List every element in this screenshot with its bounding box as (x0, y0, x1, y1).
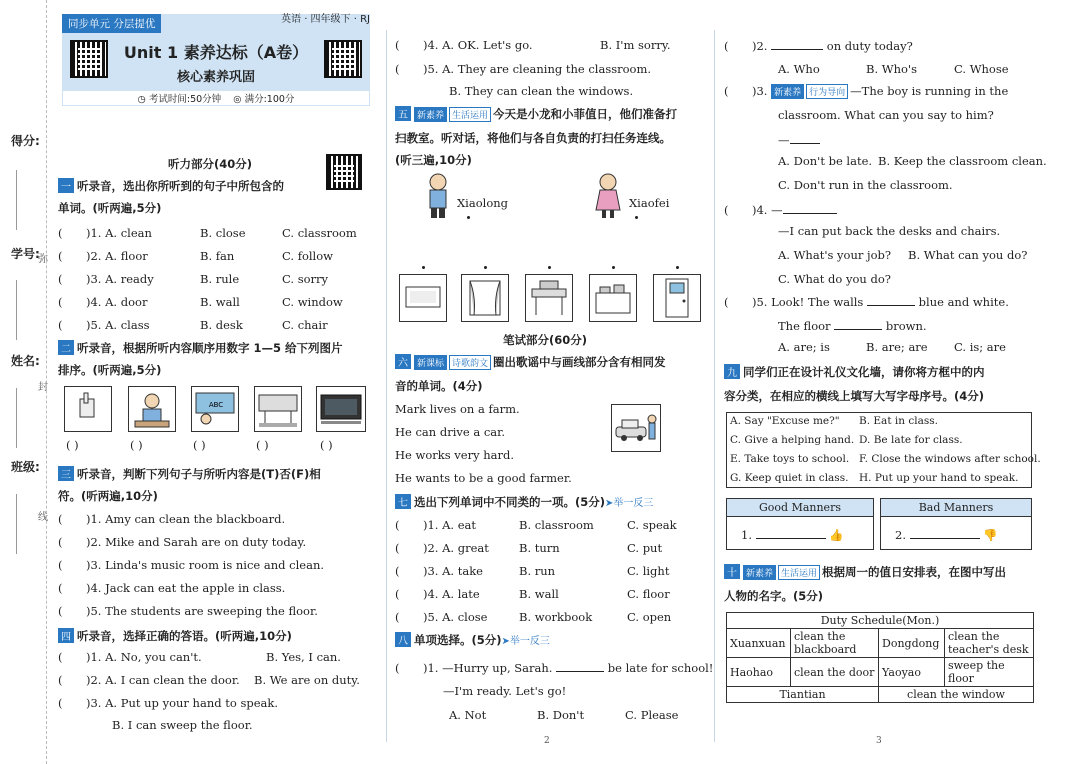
answer-blank[interactable] (910, 527, 980, 539)
exam-time: 考试时间:50分钟 (148, 94, 222, 105)
order-blank[interactable]: ( ) (256, 438, 269, 452)
boy-figure-icon (423, 172, 453, 220)
answer-option: C. open (627, 610, 672, 624)
girl-figure-icon (593, 172, 623, 220)
table-cell: clean the blackboard (791, 629, 879, 658)
sec9-heading (724, 364, 985, 380)
answer-option: B. wall (200, 295, 240, 309)
question-row: ( )3. A. ready (58, 272, 154, 286)
answer-blank[interactable] (867, 294, 915, 306)
section-number: 一 (58, 178, 74, 193)
match-dot[interactable] (422, 266, 425, 269)
name-label: 姓名: (11, 354, 40, 368)
column-divider (714, 30, 715, 742)
bad-manners-title: Bad Manners (881, 499, 1031, 517)
answer-option: B. wall (519, 587, 559, 601)
question-row: ( )4. A. door (58, 295, 148, 309)
picture-blackboard-icon (399, 274, 447, 322)
seal-mark: 封 (38, 382, 48, 393)
sec1-heading-2 (58, 200, 161, 216)
section-number: 七 (395, 494, 411, 509)
chant-line: He works very hard. (395, 448, 515, 462)
chant-line: He wants to be a good farmer. (395, 471, 572, 485)
section-instruction: 单词。(听两遍,5分) (58, 201, 162, 215)
sec2-heading (58, 340, 343, 356)
answer-option: B. Don't (537, 708, 585, 722)
answer-option: A. Who (778, 62, 820, 76)
exam-score: 满分:100分 (244, 94, 295, 105)
answer-option: A. What's your job? (778, 248, 892, 262)
answer-blank[interactable] (834, 318, 882, 330)
question-row: ( )3. Linda's music room is nice and clean. (58, 558, 325, 572)
exam-header (62, 14, 370, 106)
bad-manners-answer: 2. 👎 (895, 528, 998, 542)
section-instruction: 音的单词。(4分) (395, 379, 483, 393)
answer-option: C. window (282, 295, 343, 309)
answer-blank[interactable] (756, 527, 826, 539)
question-row: ( )1. A. eat (395, 518, 477, 532)
answer-option: C. is; are (954, 340, 1006, 354)
match-dot[interactable] (467, 216, 470, 219)
match-dot[interactable] (635, 216, 638, 219)
match-dot[interactable] (612, 266, 615, 269)
manners-option: E. Take toys to school. (730, 453, 850, 465)
question-row: ( )1. A. clean (58, 226, 152, 240)
answer-option: C. follow (282, 249, 334, 263)
table-cell: sweep the floor (945, 658, 1034, 687)
section-number: 五 (395, 106, 411, 121)
answer-option: B. I'm sorry. (600, 38, 671, 52)
question-row: ( )5. A. class (58, 318, 150, 332)
table-cell: Tiantian (727, 687, 879, 703)
answer-blank[interactable] (556, 660, 604, 672)
picture-car-icon (611, 404, 661, 452)
question-text: The floor brown. (778, 319, 927, 333)
answer-option: B. close (200, 226, 246, 240)
match-dot[interactable] (676, 266, 679, 269)
sec1-heading (58, 178, 284, 194)
question-row: ( )5. The students are sweeping the floor. (58, 604, 318, 618)
picture-student-icon (128, 386, 176, 432)
section-tag: 行为导向 (806, 84, 848, 99)
sec6-heading-2 (395, 378, 483, 394)
exam-info (62, 90, 370, 106)
answer-option: C. chair (282, 318, 328, 332)
picture-sweeping-icon (254, 386, 302, 432)
extra-practice-link[interactable]: ➤举一反三 (501, 636, 550, 647)
section-number: 九 (724, 364, 740, 379)
table-cell: Xuanxuan (727, 629, 791, 658)
picture-blackboard-icon (191, 386, 239, 432)
sec3-heading (58, 466, 321, 482)
student-id-label: 学号: (11, 247, 40, 261)
question-row: ( )1. Amy can clean the blackboard. (58, 512, 286, 526)
answer-option: B. workbook (519, 610, 593, 624)
section-number: 十 (724, 564, 740, 579)
answer-option: B. Keep the classroom clean. (878, 154, 1047, 168)
table-cell: clean the window (879, 687, 1034, 703)
question-row: ( )2. Mike and Sarah are on duty today. (58, 535, 307, 549)
section-instruction: 听录音，选出你所听到的句子中所包含的 (77, 179, 284, 193)
sec10-heading (724, 564, 1006, 580)
picture-teacher-desk-icon (589, 274, 637, 322)
section-number: 二 (58, 340, 74, 355)
seal-mark: 弥 (38, 254, 48, 265)
question-row: ( )4. A. OK. Let's go. (395, 38, 533, 52)
section-number: 六 (395, 354, 411, 369)
name-xiaolong: Xiaolong (457, 196, 509, 210)
question-text: —I can put back the desks and chairs. (778, 224, 1001, 238)
sec2-heading-2 (58, 362, 161, 378)
sec3-heading-2 (58, 488, 158, 504)
class-line (16, 494, 17, 554)
answer-blank[interactable] (783, 202, 837, 214)
answer-option: A. Don't be late. (778, 154, 873, 168)
answer-option: B. rule (200, 272, 240, 286)
subject-label: 英语 · 四年级下 · RJ (281, 14, 370, 25)
picture-blackboard-icon (316, 386, 366, 432)
answer-option: B. are; are (866, 340, 928, 354)
answer-option: C. Please (625, 708, 679, 722)
score-line (16, 170, 17, 230)
name-line (16, 388, 17, 448)
section-number: 八 (395, 632, 411, 647)
section-tag: 新素养 (414, 107, 447, 122)
question-row: ( )3. 新素养 行为导向 —The boy is running in the (724, 84, 1009, 98)
answer-option: C. What do you do? (778, 272, 891, 286)
answer-option: B. Yes, I can. (266, 650, 341, 664)
unit-tab: 同步单元 分层提优 (62, 14, 161, 33)
page-number: 3 (876, 736, 882, 746)
good-manners-answer: 1. 👍 (741, 528, 844, 542)
section-instruction: 听录音，选择正确的答语。(听两遍,10分) (77, 629, 292, 643)
question-row: ( )4. A. late (395, 587, 480, 601)
exam-subtitle: 核心素养巩固 (176, 70, 255, 85)
manners-option: H. Put up your hand to speak. (859, 472, 1019, 484)
question-row: ( )5. Look! The walls blue and white. (724, 295, 1009, 309)
section-tag: 新课标 (414, 355, 447, 370)
answer-option: B. We are on duty. (254, 673, 360, 687)
thumbs-down-icon: 👎 (983, 528, 998, 542)
order-blank[interactable]: ( ) (193, 438, 206, 452)
section-instruction: 扫教室。听对话，将他们与各自负责的打扫任务连线。 (395, 131, 671, 145)
section-instruction: 排序。(听两遍,5分) (58, 363, 162, 377)
answer-option: B. They can clean the windows. (449, 84, 634, 98)
manners-option: A. Say "Excuse me?" (730, 415, 840, 427)
answer-option: B. Who's (866, 62, 917, 76)
sec4-heading (58, 628, 292, 644)
answer-option: B. fan (200, 249, 235, 263)
table-cell: Haohao (727, 658, 791, 687)
bad-manners-box (880, 498, 1032, 550)
section-tag: 新素养 (743, 565, 776, 580)
section-instruction: 人物的名字。(5分) (724, 589, 824, 603)
table-cell: Dongdong (879, 629, 945, 658)
duty-schedule-table (726, 612, 1034, 703)
answer-option: A. are; is (778, 340, 830, 354)
column-divider (386, 30, 387, 742)
picture-desk-icon (525, 274, 573, 322)
exam-title: Unit 1 素养达标（A卷） (123, 43, 309, 62)
board-text: ABC (208, 401, 224, 409)
section-tag: 新素养 (771, 84, 804, 99)
sec5-heading (395, 106, 677, 122)
answer-option: C. put (627, 541, 663, 555)
section-instruction: 根据周一的值日安排表，在图中写出 (822, 565, 1007, 579)
question-row: ( )1. A. No, you can't. (58, 650, 202, 664)
class-label: 班级: (11, 460, 40, 474)
listening-title-text: 听力部分(40分) (168, 157, 253, 171)
extra-practice-link[interactable]: ➤举一反三 (605, 498, 654, 509)
table-cell: clean the teacher's desk (945, 629, 1034, 658)
section-tag: 诗歌韵文 (449, 355, 491, 370)
question-text: classroom. What can you say to him? (778, 108, 994, 122)
sec9-heading-2 (724, 388, 984, 404)
answer-option: C. classroom (282, 226, 357, 240)
answer-option: B. classroom (519, 518, 594, 532)
manners-options-box (726, 412, 1041, 488)
section-instruction: 单项选择。(5分) (414, 633, 502, 647)
answer-option: B. desk (200, 318, 243, 332)
answer-option: B. turn (519, 541, 560, 555)
name-xiaofei: Xiaofei (629, 196, 670, 210)
section-instruction: 今天是小龙和小菲值日，他们准备打 (493, 107, 678, 121)
table-cell: clean the door (791, 658, 879, 687)
binding-margin (0, 0, 46, 764)
id-line (16, 280, 17, 340)
order-blank[interactable]: ( ) (66, 438, 79, 452)
question-row: ( )2. on duty today? (724, 39, 913, 53)
chant-line: Mark lives on a farm. (395, 402, 520, 416)
question-text: — (778, 132, 820, 147)
section-number: 三 (58, 466, 74, 481)
section-number: 四 (58, 628, 74, 643)
section-instruction: 容分类，在相应的横线上填写大写字母序号。(4分) (724, 389, 985, 403)
manners-option: D. Be late for class. (859, 434, 963, 446)
section-tag: 生活运用 (449, 107, 491, 122)
section-instruction: 听录音，判断下列句子与所听内容是(T)否(F)相 (77, 467, 321, 481)
sec10-heading-2 (724, 588, 823, 604)
picture-door-icon (653, 274, 701, 322)
question-row: ( )5. A. close (395, 610, 488, 624)
section-instruction: 符。(听两遍,10分) (58, 489, 158, 503)
manners-option: G. Keep quiet in class. (730, 472, 849, 484)
good-manners-title: Good Manners (727, 499, 873, 517)
answer-option: B. I can sweep the floor. (112, 718, 253, 732)
section-instruction: 听录音，根据所听内容顺序用数字 1—5 给下列图片 (77, 341, 343, 355)
page-number: 2 (544, 736, 550, 746)
answer-option: C. light (627, 564, 670, 578)
answer-option: C. Whose (954, 62, 1009, 76)
dialog-line: —I'm ready. Let's go! (443, 684, 567, 698)
score-icon: ◎ (233, 94, 242, 105)
question-row: ( )2. A. I can clean the door. (58, 673, 240, 687)
thumbs-up-icon: 👍 (829, 528, 844, 542)
question-row: ( )4. Jack can eat the apple in class. (58, 581, 286, 595)
section-instruction: 同学们正在设计礼仪文化墙，请你将方框中的内 (743, 365, 985, 379)
qr-code-icon[interactable] (326, 154, 362, 190)
answer-option: A. Not (449, 708, 487, 722)
answer-option: C. speak (627, 518, 677, 532)
written-title-text: 笔试部分(60分) (503, 333, 588, 347)
clock-icon: ◷ (137, 94, 146, 105)
question-row: ( )2. A. floor (58, 249, 148, 263)
table-row (727, 658, 1034, 687)
section-tag: 生活运用 (778, 565, 820, 580)
table-cell: Yaoyao (879, 658, 945, 687)
section-instruction: 选出下列单词中不同类的一项。(5分) (414, 495, 606, 509)
table-row (727, 629, 1034, 658)
manners-option: F. Close the windows after school. (859, 453, 1041, 465)
section-instruction: 圈出歌谣中与画线部分含有相同发 (493, 355, 666, 369)
sec5-heading-2 (395, 130, 671, 146)
written-title (503, 332, 587, 348)
sec5-heading-3 (395, 152, 472, 168)
order-blank[interactable]: ( ) (130, 438, 143, 452)
answer-option: C. sorry (282, 272, 329, 286)
manners-option: B. Eat in class. (859, 415, 938, 427)
answer-blank[interactable] (790, 132, 820, 144)
match-dot[interactable] (484, 266, 487, 269)
listening-title (168, 156, 252, 172)
answer-blank[interactable] (771, 38, 823, 50)
sec7-heading (395, 494, 653, 510)
question-row: ( )4. — (724, 202, 837, 217)
score-label: 得分: (11, 134, 40, 148)
match-dot[interactable] (548, 266, 551, 269)
sec8-heading (395, 632, 550, 648)
question-row: ( )3. A. take (395, 564, 483, 578)
answer-option: B. run (519, 564, 556, 578)
answer-option: B. What can you do? (908, 248, 1028, 262)
section-instruction: (听三遍,10分) (395, 153, 472, 167)
sec6-heading (395, 354, 666, 370)
seal-mark: 线 (38, 512, 48, 523)
order-blank[interactable]: ( ) (320, 438, 333, 452)
answer-option: C. Don't run in the classroom. (778, 178, 953, 192)
picture-hand-icon (64, 386, 112, 432)
question-row: ( )5. A. They are cleaning the classroom. (395, 62, 652, 76)
manners-option: C. Give a helping hand. (730, 434, 855, 446)
table-title: Duty Schedule(Mon.) (727, 613, 1034, 629)
question-row: ( )3. A. Put up your hand to speak. (58, 696, 278, 710)
question-row: ( )1. —Hurry up, Sarah. be late for school! (395, 661, 714, 675)
answer-option: C. floor (627, 587, 670, 601)
fold-line (46, 0, 47, 764)
table-row (727, 687, 1034, 703)
question-row: ( )2. A. great (395, 541, 489, 555)
chant-line: He can drive a car. (395, 425, 506, 439)
picture-window-icon (461, 274, 509, 322)
good-manners-box (726, 498, 874, 550)
